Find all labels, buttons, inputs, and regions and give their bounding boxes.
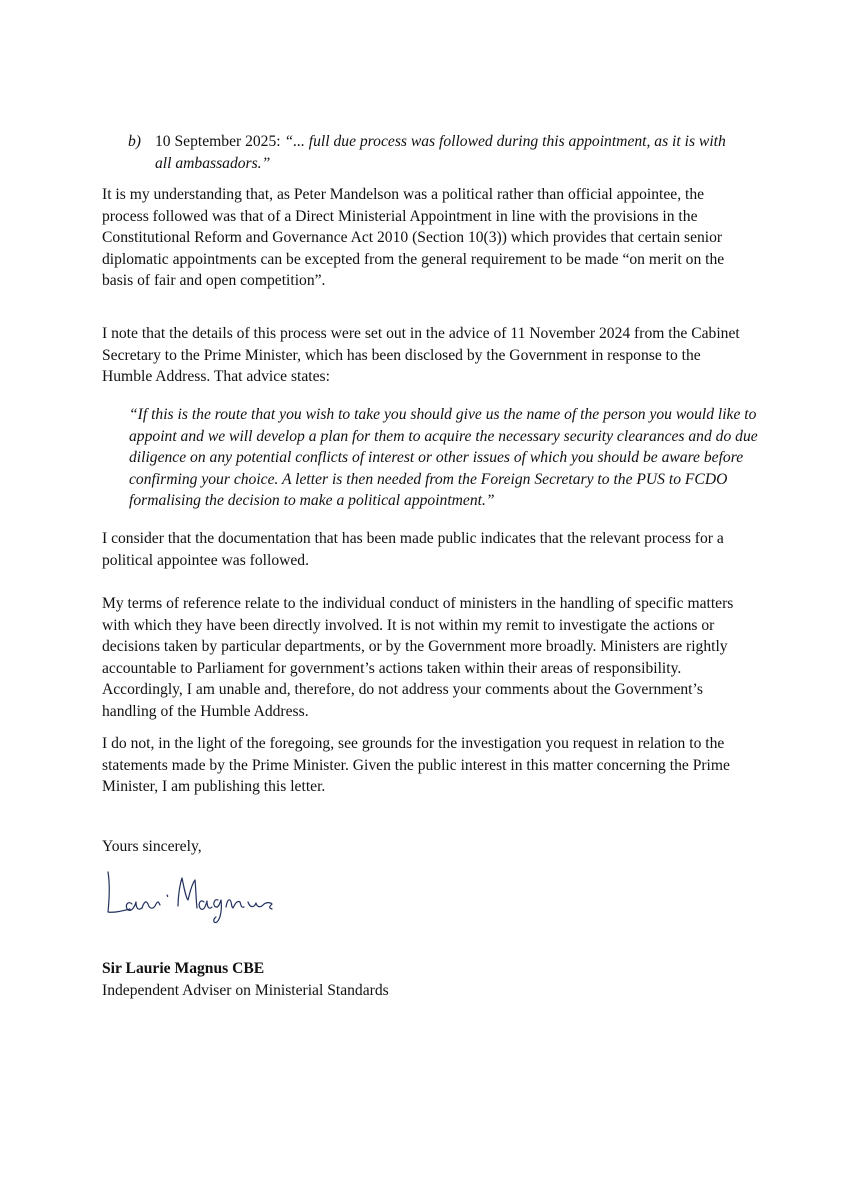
statement-quote-line1: “... full due process was followed during this appointment, as it is with xyxy=(284,133,726,150)
paragraph-terms-of-reference: My terms of reference relate to the individual conduct of ministers in the handling of specific matters with which they have been directly involved. It is not within my remit to investigate the actions or decisions taken by particular departments, or by the Government more broadly. Ministers are rightly accountable to Parliament for government’s actions taken within their areas of responsibility. Accordingly, I am unable and, therefore, do not address your comments about the Government’s handling of the Humble Address. xyxy=(102,595,734,720)
signatory-title: Independent Adviser on Ministerial Standards xyxy=(102,982,389,999)
closing-salutation: Yours sincerely, xyxy=(102,838,202,855)
signatory-name: Sir Laurie Magnus CBE xyxy=(102,960,265,977)
list-marker: b) xyxy=(128,133,141,150)
handwritten-signature xyxy=(100,862,290,924)
advice-quotation: “If this is the route that you wish to take you should give us the name of the person you would like to appoint and we will develop a plan for them to acquire the necessary security clearances and do due diligence on any potential conflicts of interest or other issues of which you should be aware before confirming your choice. A letter is then needed from the Foreign Secretary to the PUS to FCDO formalising the decision to make a political appointment.” xyxy=(129,406,758,509)
paragraph-conclusion: I do not, in the light of the foregoing, see grounds for the investigation you request in relation to the statements made by the Prime Minister. Given the public interest in this matter concerning the Prime Minister, I am publishing this letter. xyxy=(102,735,730,795)
paragraph-appointment-process: It is my understanding that, as Peter Mandelson was a political rather than official appointee, the process followed was that of a Direct Ministerial Appointment in line with the provisions in the Constitutional Reform and Governance Act 2010 (Section 10(3)) which provides that certain senior diplomatic appointments can be excepted from the general requirement to be made “on merit on the basis of fair and open competition”. xyxy=(102,186,725,289)
quoted-statement-b xyxy=(128,131,753,174)
paragraph-process-followed: I consider that the documentation that has been made public indicates that the relevant process for a political appointee was followed. xyxy=(102,530,724,569)
statement-date: 10 September 2025: xyxy=(155,133,281,150)
paragraph-cabinet-advice: I note that the details of this process were set out in the advice of 11 November 2024 from the Cabinet Secretary to the Prime Minister, which has been disclosed by the Government in response to the Humble Address. That advice states: xyxy=(102,325,740,385)
statement-quote-line2: all ambassadors.” xyxy=(155,154,271,172)
